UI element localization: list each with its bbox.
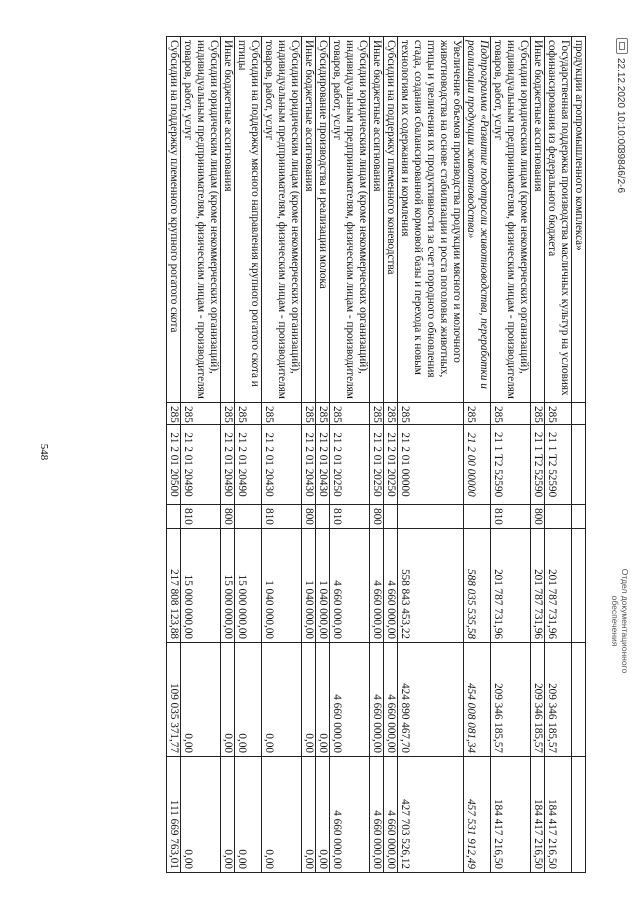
row-sum-3: 184 417 216,50 <box>531 757 545 873</box>
row-csr: 21 2 01 00000 <box>398 425 464 505</box>
row-code: 285 <box>262 403 302 425</box>
row-csr: 21 2 01 20430 <box>316 425 330 505</box>
budget-table-sheet <box>94 36 586 872</box>
row-csr: 21 2 01 20250 <box>370 425 384 505</box>
row-sum-1: 15 000 000,00 <box>235 529 262 643</box>
footer-stamp: Отдел документационного обеспечения <box>610 568 630 674</box>
row-code: 285 <box>491 403 531 425</box>
row-code: 285 <box>221 403 235 425</box>
row-name: Субсидии юридическим лицам (кроме некоммерческих организаций), индивидуальным предпринимателям, физическим лицам - производителям товаров, работ, услуг <box>330 37 370 403</box>
row-sum-2: 109 035 371,77 <box>167 643 181 757</box>
row-sum-3: 0,00 <box>181 757 221 873</box>
table-row <box>531 37 545 873</box>
row-sum-2: 0,00 <box>235 643 262 757</box>
row-sum-2: 209 346 185,57 <box>545 643 572 757</box>
row-sum-1: 4 660 000,00 <box>330 529 370 643</box>
row-csr: 21 1 T2 52590 <box>491 425 531 505</box>
row-sum-2: 0,00 <box>221 643 235 757</box>
row-vr <box>235 505 262 529</box>
row-sum-3: 4 660 000,00 <box>370 757 384 873</box>
row-sum-3: 184 417 216,50 <box>545 757 572 873</box>
row-sum-3: 0,00 <box>235 757 262 873</box>
row-name: Иные бюджетные ассигнования <box>370 37 384 403</box>
row-sum-2: 4 660 000,00 <box>330 643 370 757</box>
row-name: Субсидирование производства и реализации молока <box>316 37 330 403</box>
table-row <box>316 37 330 873</box>
row-vr: 810 <box>181 505 221 529</box>
table-body <box>167 37 586 873</box>
row-code: 285 <box>370 403 384 425</box>
row-sum-3: 4 660 000,00 <box>384 757 398 873</box>
table-row <box>330 37 370 873</box>
row-code: 285 <box>398 403 464 425</box>
row-sum-2: 0,00 <box>302 643 316 757</box>
document-stamp-icon <box>616 38 628 54</box>
row-sum-3: 0,00 <box>262 757 302 873</box>
budget-table <box>166 36 586 873</box>
row-sum-2: 0,00 <box>316 643 330 757</box>
row-code: 285 <box>235 403 262 425</box>
row-sum-3: 4 660 000,00 <box>330 757 370 873</box>
row-sum-1: 558 843 453,22 <box>398 529 464 643</box>
row-sum-1: 15 000 000,00 <box>221 529 235 643</box>
row-code <box>572 403 586 425</box>
row-name: Субсидии на поддержку мясного направления крупного рогатого скота и птицы <box>235 37 262 403</box>
row-vr <box>167 505 181 529</box>
row-code: 285 <box>181 403 221 425</box>
row-sum-1 <box>572 529 586 643</box>
row-sum-3: 0,00 <box>316 757 330 873</box>
row-csr: 21 2 01 20490 <box>221 425 235 505</box>
row-vr: 810 <box>330 505 370 529</box>
row-vr: 800 <box>302 505 316 529</box>
row-name: продукции агропромышленного комплекса» <box>572 37 586 403</box>
row-sum-2: 209 346 185,57 <box>491 643 531 757</box>
row-sum-3: 184 417 216,50 <box>491 757 531 873</box>
row-sum-2: 0,00 <box>181 643 221 757</box>
row-csr: 21 2 00 00000 <box>464 425 491 505</box>
table-row <box>167 37 181 873</box>
table-row <box>370 37 384 873</box>
row-sum-2: 4 660 000,00 <box>384 643 398 757</box>
row-sum-3: 427 703 526,12 <box>398 757 464 873</box>
table-row <box>464 37 491 873</box>
row-code: 285 <box>330 403 370 425</box>
table-row <box>491 37 531 873</box>
row-csr: 21 2 01 20250 <box>384 425 398 505</box>
row-name: Субсидии юридическим лицам (кроме некоммерческих организаций), индивидуальным предпринимателям, физическим лицам - производителям товаров, работ, услуг <box>181 37 221 403</box>
row-sum-2: 209 346 185,57 <box>531 643 545 757</box>
row-csr: 21 2 01 20500 <box>167 425 181 505</box>
row-code: 285 <box>302 403 316 425</box>
row-vr: 800 <box>531 505 545 529</box>
page-number: 548 <box>38 443 50 461</box>
row-name: Государственная поддержка производства масличных культур на условиях софинансирования из федерального бюджета <box>545 37 572 403</box>
row-csr: 21 2 01 20430 <box>262 425 302 505</box>
row-sum-1: 1 040 000,00 <box>302 529 316 643</box>
row-sum-3: 111 669 763,01 <box>167 757 181 873</box>
row-sum-1: 15 000 000,00 <box>181 529 221 643</box>
row-code: 285 <box>167 403 181 425</box>
row-sum-1: 588 035 535,58 <box>464 529 491 643</box>
row-sum-3 <box>572 757 586 873</box>
row-csr: 21 2 01 20250 <box>330 425 370 505</box>
row-name: Иные бюджетные ассигнования <box>531 37 545 403</box>
row-sum-1: 4 660 000,00 <box>370 529 384 643</box>
table-row <box>384 37 398 873</box>
row-code: 285 <box>464 403 491 425</box>
row-sum-3: 0,00 <box>221 757 235 873</box>
row-vr: 810 <box>491 505 531 529</box>
row-sum-2: 0,00 <box>262 643 302 757</box>
footer-timestamp: 22.12.2020 10:10:00 <box>615 58 626 150</box>
row-csr: 21 1 T2 52590 <box>545 425 572 505</box>
row-name: Субсидии юридическим лицам (кроме некоммерческих организаций), индивидуальным предпринимателям, физическим лицам - производителям товаров, работ, услуг <box>491 37 531 403</box>
row-vr <box>572 505 586 529</box>
row-sum-1: 201 787 731,96 <box>531 529 545 643</box>
row-vr <box>464 505 491 529</box>
row-code: 285 <box>384 403 398 425</box>
row-name: Иные бюджетные ассигнования <box>221 37 235 403</box>
table-row <box>262 37 302 873</box>
table-row <box>545 37 572 873</box>
row-sum-3: 457 531 912,49 <box>464 757 491 873</box>
row-sum-2: 454 008 081,34 <box>464 643 491 757</box>
row-vr: 800 <box>370 505 384 529</box>
row-sum-2 <box>572 643 586 757</box>
row-name: Иные бюджетные ассигнования <box>302 37 316 403</box>
table-row <box>302 37 316 873</box>
row-name: Субсидии на поддержку племенного крупного рогатого скота <box>167 37 181 403</box>
row-vr <box>316 505 330 529</box>
row-sum-1: 1 040 000,00 <box>262 529 302 643</box>
row-name: Субсидии юридическим лицам (кроме некоммерческих организаций), индивидуальным предпринимателям, физическим лицам - производителям товаров, работ, услуг <box>262 37 302 403</box>
row-sum-2: 4 660 000,00 <box>370 643 384 757</box>
row-code: 285 <box>545 403 572 425</box>
row-sum-1: 201 787 731,96 <box>491 529 531 643</box>
row-csr <box>572 425 586 505</box>
row-vr: 810 <box>262 505 302 529</box>
row-sum-1: 201 787 731,96 <box>545 529 572 643</box>
row-code: 285 <box>531 403 545 425</box>
row-sum-3: 0,00 <box>302 757 316 873</box>
row-sum-2: 424 890 467,70 <box>398 643 464 757</box>
row-code: 285 <box>316 403 330 425</box>
row-sum-1: 4 660 000,00 <box>384 529 398 643</box>
table-row <box>572 37 586 873</box>
row-csr: 21 2 01 20490 <box>181 425 221 505</box>
footer-doc-id: 39846/2-6 <box>615 148 626 194</box>
row-name: Увеличение объемов производства продукции мясного и молочного животноводства на основе стабилизации и роста поголовья животных, птицы и увеличения их продуктивности за счет породного обновления стада, создания сбалансированной кормовой базы и перехода к новым технологиям их содержания и кормления <box>398 37 464 403</box>
table-row <box>221 37 235 873</box>
row-name: Подпрограмма «Развитие подотрасли животноводства, переработки и реализации продукции животноводства» <box>464 37 491 403</box>
table-row <box>235 37 262 873</box>
table-row <box>398 37 464 873</box>
row-name: Субсидии на поддержку племенного коневодства <box>384 37 398 403</box>
row-csr: 21 2 01 20490 <box>235 425 262 505</box>
row-csr: 21 2 01 20430 <box>302 425 316 505</box>
row-vr <box>384 505 398 529</box>
row-sum-1: 217 808 123,88 <box>167 529 181 643</box>
row-vr <box>398 505 464 529</box>
table-row <box>181 37 221 873</box>
row-csr: 21 1 T2 52590 <box>531 425 545 505</box>
page-footer <box>592 36 632 872</box>
row-sum-1: 1 040 000,00 <box>316 529 330 643</box>
row-vr: 800 <box>221 505 235 529</box>
row-vr <box>545 505 572 529</box>
